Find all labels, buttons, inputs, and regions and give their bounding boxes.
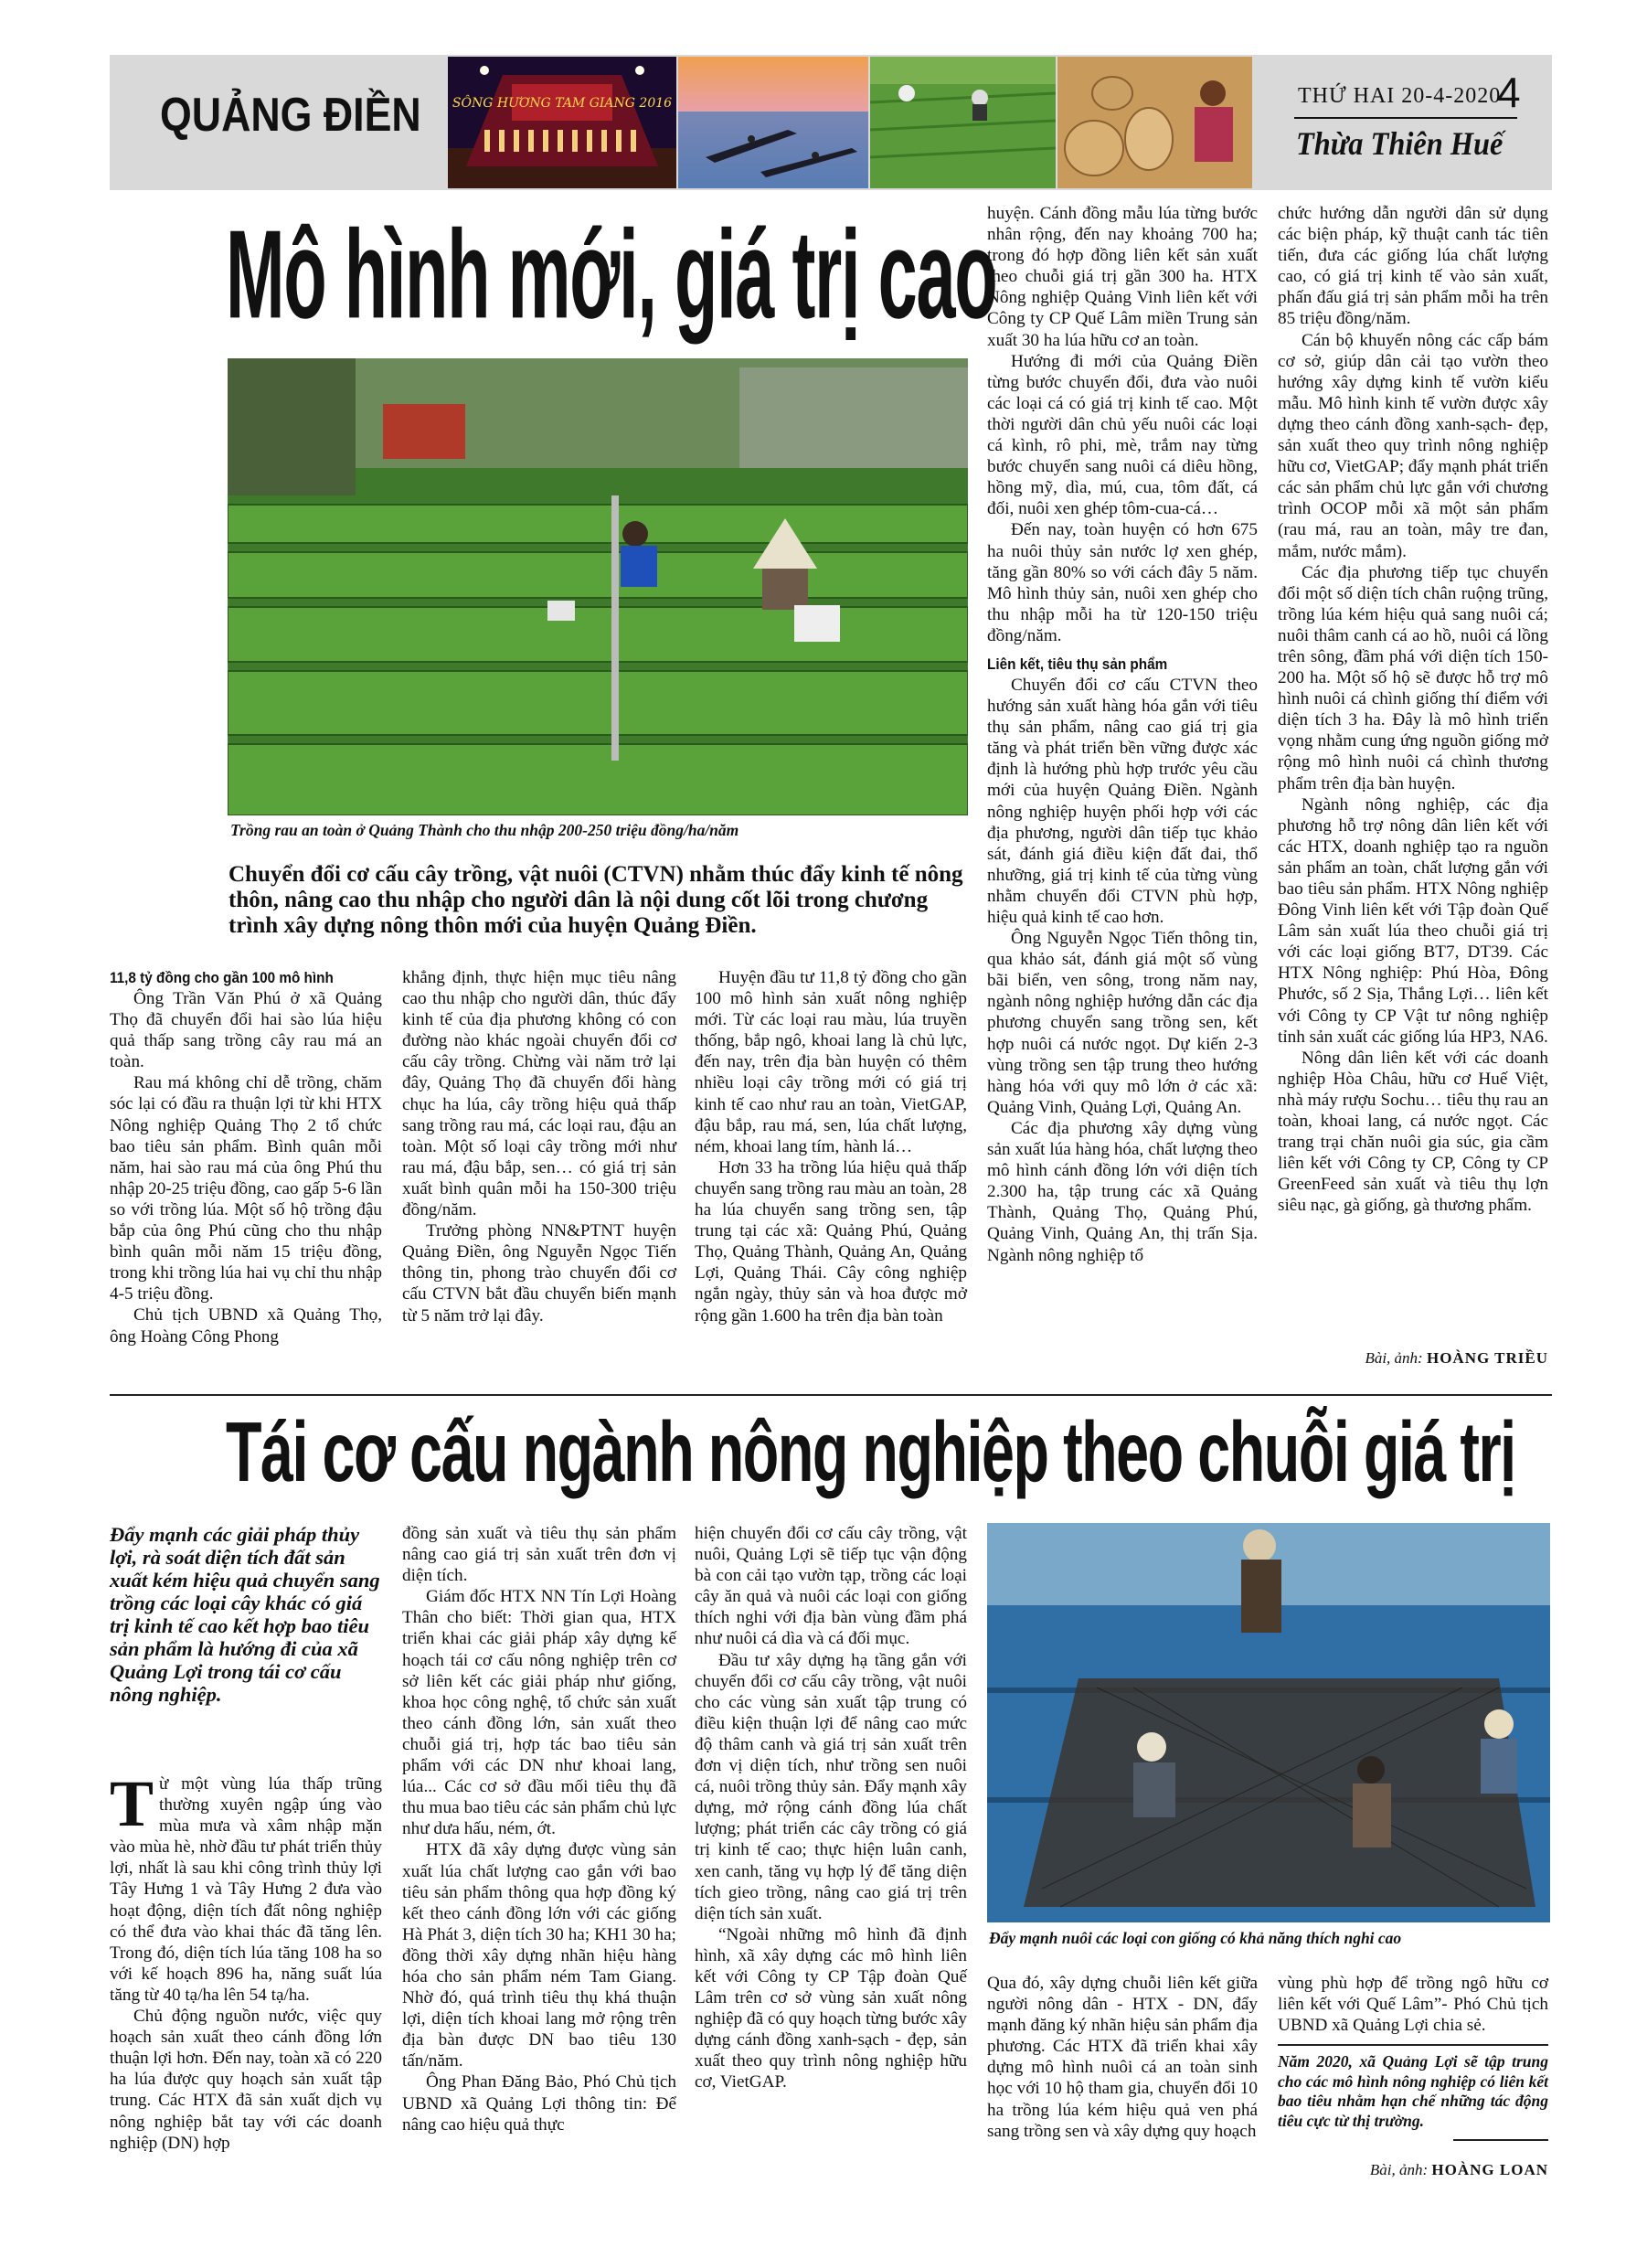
article1-column-1 <box>110 967 382 1347</box>
article1-lead: Chuyển đổi cơ cấu cây trồng, vật nuôi (CTVN) nhằm thúc đẩy kinh tế nông thôn, nâng cao thu nhập cho người dân là nội dung cốt lõi trong chương trình xây dựng nông thôn mới của huyện Quảng Điền. <box>228 862 963 938</box>
article2-column-5 <box>1278 1973 1548 2036</box>
article2-photo-caption: Đẩy mạnh nuôi các loại con giống có khả năng thích nghi cao <box>989 1929 1402 1947</box>
article2-paragraph: hiện chuyển đổi cơ cấu cây trồng, vật nuôi, Quảng Lợi sẽ tiếp tục vận động bà con cải tạo vườn tạp, trồng các loại cây ăn quả và nuôi các loại con giống thích nghi với địa bàn vùng đầm phá như nuôi cá dìa và cá đối mục. <box>695 1524 967 1649</box>
article2-column-4 <box>987 1973 1258 2142</box>
article1-paragraph: Ông Nguyễn Ngọc Tiến thông tin, qua khảo sát, đánh giá một số vùng bãi biển, ven sông, trong năm nay, ngành nông nghiệp hướng dẫn các địa phương chuyển sang trồng sen, kết hợp nuôi cá nước ngọt. Dự kiến 2-3 vùng trồng sen tập trung theo hướng hàng hóa với quy mô lớn ở các xã: Quảng Vinh, Quảng Lợi, Quảng An. <box>987 929 1258 1117</box>
article2-paragraph: “Ngoài những mô hình đã định hình, xã xây dựng các mô hình liên kết với Công ty CP Tập đoàn Quế Lâm trên cơ sở vùng sản xuất nông nghiệp đã có quy hoạch từng bước xây dựng cánh đồng xanh-sạch - đẹp, sản xuất theo quy trình nông nghiệp hữu cơ, VietGAP. <box>695 1924 967 2092</box>
article2-column-3 <box>695 1523 967 2093</box>
article1-column-2 <box>402 967 676 1326</box>
article1-paragraph: Các địa phương tiếp tục chuyển đổi một số diện tích chân ruộng trũng, trồng lúa kém hiệu quả sang nuôi cá; nuôi thâm canh cá ao hồ, nuôi cá lồng trên sông, đầm phá với diện tích 150-200 ha. Một số hộ sẽ được hỗ trợ mô hình nuôi cá chình giống thí điểm với diện tích 3 ha. Đây là mô hình triển vọng nhằm cung ứng nguồn giống mở rộng mô hình nuôi cá chình thương phẩm trên địa bàn huyện. <box>1278 562 1548 793</box>
byline-prefix: Bài, ảnh: <box>1369 2161 1429 2178</box>
article2-highlight-box: Năm 2020, xã Quảng Lợi sẽ tập trung cho các mô hình nông nghiệp có liên kết bao tiêu nhằm hạn chế những tác động tiêu cực từ thị trường. <box>1278 2052 1548 2130</box>
article1-paragraph: Chủ tịch UBND xã Quảng Thọ, ông Hoàng Công Phong <box>110 1305 382 1347</box>
article1-subhead-2: Liên kết, tiêu thụ sản phẩm <box>987 655 1168 673</box>
article1-paragraph: Đến nay, toàn huyện có hơn 675 ha nuôi thủy sản nước lợ xen ghép, tăng gần 80% so với cách đây 5 năm. Mô hình thủy sản, nuôi xen ghép cho thu nhập mỗi ha từ 120-150 triệu đồng/năm. <box>987 520 1258 645</box>
article2-byline <box>1278 2161 1548 2179</box>
article2-paragraph: ừ một vùng lúa thấp trũng thường xuyên ngập úng vào mùa mưa và xâm nhập mặn vào mùa hè, nhờ đầu tư phát triển thủy lợi, nhất là sau khi công trình thủy lợi Tây Hưng 1 và Tây Hưng 2 đưa vào hoạt động, diện tích đất nông nghiệp có thể đưa vào khai thác đã tăng lên. Trong đó, diện tích lúa tăng 108 ha so với kế hoạch 896 ha, năng suất lúa tăng từ 40 tạ/ha lên 54 tạ/ha. <box>110 1774 382 2005</box>
byline-prefix: Bài, ảnh: <box>1365 1349 1423 1367</box>
byline-author: HOÀNG TRIỀU <box>1426 1349 1548 1367</box>
article2-lead: Đẩy mạnh các giải pháp thủy lợi, rà soát diện tích đất sản xuất kém hiệu quả chuyển sang trồng các loại cây khác có giá trị kinh tế cao kết hợp bao tiêu sản phẩm là hướng đi của xã Quảng Lợi trong tái cơ cấu nông nghiệp. <box>110 1523 380 1706</box>
article1-paragraph: khẳng định, thực hiện mục tiêu nâng cao thu nhập cho người dân, thúc đẩy kinh tế của địa phương không có con đường nào khác ngoài chuyển đổi cơ cấu cây trồng. Chừng vài năm trở lại đây, Quảng Thọ đã chuyển đổi hàng chục ha lúa, cây trồng hiệu quả thấp sang trồng rau má, các loại rau, đậu an toàn. Một số loại cây trồng mới như rau má, đậu bắp, sen… có giá trị sản xuất bình quân mỗi ha 150-300 triệu đồng/năm. <box>402 968 676 1220</box>
newspaper-name: Thừa Thiên Huế <box>1296 125 1504 162</box>
article1-headline: Mô hình mới, giá trị cao <box>226 205 997 346</box>
article1-paragraph: Trưởng phòng NN&PTNT huyện Quảng Điền, ông Nguyễn Ngọc Tiến thông tin, phong trào chuyển đổi cơ cấu CTVN bắt đầu chuyển biến mạnh từ 5 năm trở lại đây. <box>402 1221 676 1326</box>
article2-paragraph: Ông Phan Đăng Bảo, Phó Chủ tịch UBND xã Quảng Lợi thông tin: Để nâng cao hiệu quả thực <box>402 2072 676 2135</box>
article-divider <box>110 1394 1552 1396</box>
stage-sign-text: SÔNG HƯƠNG TAM GIANG 2016 <box>452 96 673 111</box>
article1-paragraph: Nông dân liên kết với các doanh nghiệp Hòa Châu, hữu cơ Huế Việt, nhà máy rượu Sochu… tiêu thụ rau an toàn, khoai lang, cá nước ngọt. Các trang trại chăn nuôi gia súc, gia cầm liên kết với Công ty CP, Công ty CP GreenFeed sản xuất và tiêu thụ lợn siêu nạc, gà giống, gà thương phẩm. <box>1278 1048 1548 1216</box>
article1-column-4 <box>987 203 1258 1266</box>
article1-paragraph: Các địa phương xây dựng vùng sản xuất lúa hàng hóa, chất lượng theo mô hình cánh đồng lớn với diện tích 2.300 ha, tập trung các xã Quảng Thành, Quảng Thọ, Quảng Phú, Quảng Vinh, Quảng An, thị trấn Sịa. Ngành nông nghiệp tổ <box>987 1118 1258 1265</box>
article1-paragraph: Cán bộ khuyến nông các cấp bám cơ sở, giúp dân cải tạo vườn theo hướng xây dựng kinh tế vườn kiểu mẫu. Mô hình kinh tế vườn được xây dựng theo cánh đồng xanh-sạch- đẹp, sản xuất theo quy trình nông nghiệp hữu cơ, VietGAP; đẩy mạnh phát triển các sản phẩm chủ lực gắn với chương trình OCOP mỗi xã một sản phẩm (rau má, rau an toàn, mây tre đan, mắm, nước mắm). <box>1278 330 1548 561</box>
article1-column-5 <box>1278 203 1548 1217</box>
box-divider-top <box>1278 2044 1548 2046</box>
article2-paragraph: HTX đã xây dựng được vùng sản xuất lúa chất lượng cao gắn với bao tiêu sản phẩm thông qua hợp đồng ký kết theo cánh đồng lớn với các giống Hà Phát 3, diện tích 30 ha; KH1 30 ha; đồng thời xây dựng nhãn hiệu hàng hóa cho sản phẩm ném Tam Giang. Nhờ đó, quá trình tiêu thụ khá thuận lợi, diện tích khoai lang mở rộng trên địa bàn được DN bao tiêu 130 tấn/năm. <box>402 1840 676 2071</box>
article2-column-1 <box>110 1767 382 2154</box>
article1-paragraph: Ông Trần Văn Phú ở xã Quảng Thọ đã chuyển đổi hai sào lúa hiệu quả thấp sang trồng cây rau má an toàn. <box>110 989 382 1072</box>
banner-photo-lagoon <box>678 57 868 188</box>
header-divider <box>1294 117 1517 119</box>
drop-cap: T <box>110 1767 154 1840</box>
box-divider-bottom <box>1453 2139 1548 2141</box>
article2-paragraph: Đầu tư xây dựng hạ tầng gắn với chuyển đổi cơ cấu cây trồng, vật nuôi cho các vùng sản xuất tập trung có điều kiện thuận lợi để nâng cao mức độ thâm canh và giá trị sản xuất trên đơn vị diện tích, như trồng sen nuôi cá, nuôi trồng thủy sản. Đẩy mạnh xây dựng, mở rộng cánh đồng lúa chất lượng; phát triển các cây trồng có giá trị kinh tế cao; thực hiện luân canh, xen canh, tăng vụ hợp lý để tăng diện tích gieo trồng, nâng cao giá trị trên diện tích sản xuất. <box>695 1650 967 1923</box>
article2-paragraph: đồng sản xuất và tiêu thụ sản phẩm nâng cao giá trị sản xuất trên đơn vị diện tích. <box>402 1524 676 1586</box>
article2-paragraph: vùng phù hợp để trồng ngô hữu cơ liên kết với Quế Lâm”- Phó Chủ tịch UBND xã Quảng Lợi chia sẻ. <box>1278 1974 1548 2036</box>
article2-photo <box>987 1523 1550 1922</box>
article1-byline <box>1278 1349 1548 1368</box>
article2-paragraph: Chủ động nguồn nước, việc quy hoạch sản xuất theo cánh đồng lớn thuận lợi hơn. Đến nay, toàn xã có 220 ha lúa được quy hoạch sản xuất tập trung. Các HTX đã sản xuất dịch vụ nông nghiệp bắt tay với các doanh nghiệp (DN) hợp <box>110 2007 382 2153</box>
banner-photo-festival <box>448 57 676 188</box>
article1-paragraph: huyện. Cánh đồng mẫu lúa từng bước nhân rộng, đến nay khoảng 700 ha; trong đó hợp đồng liên kết sản xuất theo chuỗi giá trị gần 300 ha. HTX Nông nghiệp Quảng Vinh liên kết với Công ty CP Quế Lâm miền Trung sản xuất 30 ha lúa hữu cơ an toàn. <box>987 204 1258 350</box>
article1-paragraph: Ngành nông nghiệp, các địa phương hỗ trợ nông dân liên kết với các HTX, doanh nghiệp tạo ra nguồn sản phẩm an toàn, chất lượng gắn với bao tiêu sản phẩm. HTX Nông nghiệp Đông Vinh liên kết với Tập đoàn Quế Lâm sản xuất lúa theo chuỗi giá trị với các loại giống BT7, DT39. Các HTX Nông nghiệp: Phú Hòa, Đông Phước, số 2 Sịa, Thắng Lợi… liên kết với Công ty CP Vật tư nông nghiệp tỉnh sản xuất các giống lúa HP3, NA6. <box>1278 794 1548 1047</box>
article1-paragraph: Chuyển đổi cơ cấu CTVN theo hướng sản xuất hàng hóa gắn với tiêu thụ sản phẩm, nâng cao giá trị gia tăng và phát triển bền vững được xác định là hướng phù hợp trước yêu cầu mới của huyện Quảng Điền. Ngành nông nghiệp huyện phối hợp với các địa phương, người dân tiếp tục khảo sát, đánh giá điều kiện đất đai, thổ nhưỡng, giá trị kinh tế của từng vùng nhằm chuyển đổi CTVN phù hợp, hiệu quả kinh tế cao hơn. <box>987 675 1258 927</box>
section-name: QUẢNG ĐIỀN <box>160 89 421 142</box>
page-number: 4 <box>1497 69 1521 116</box>
article1-column-3 <box>695 967 967 1326</box>
article1-paragraph: Rau má không chỉ dễ trồng, chăm sóc lại có đầu ra thuận lợi từ khi HTX Nông nghiệp Quảng Thọ 2 tổ chức bao tiêu sản phẩm. Bình quân mỗi năm, hai sào rau má của ông Phú thu nhập 20-25 triệu đồng, cao gấp 5-6 lần so với trồng lúa. Một số hộ trồng đậu bắp của ông Phú cũng cho thu nhập bình quân mỗi năm 15 triệu đồng, trong khi trồng lúa hai vụ chỉ thu nhập 4-5 triệu đồng. <box>110 1073 382 1304</box>
article1-photo <box>228 358 968 815</box>
article1-paragraph: Huyện đầu tư 11,8 tỷ đồng cho gần 100 mô hình sản xuất nông nghiệp mới. Từ các loại rau màu, lúa truyền thống, bắp ngô, khoai lang là chủ lực, đến nay, trên địa bàn huyện có thêm nhiều loại cây trồng mới có giá trị kinh tế cao như rau an toàn, VietGAP, đậu bắp, rau má, sen, lúa chất lượng, ném, khoai lang tím, hành lá… <box>695 968 967 1156</box>
article1-subhead-1: 11,8 tỷ đồng cho gần 100 mô hình <box>110 969 334 986</box>
byline-author: HOÀNG LOAN <box>1431 2161 1548 2178</box>
issue-date: THỨ HAI 20-4-2020 <box>1298 84 1502 108</box>
banner-photo-field <box>870 57 1056 188</box>
banner-photo-handicraft <box>1057 57 1252 188</box>
article2-headline: Tái cơ cấu ngành nông nghiệp theo chuỗi giá trị <box>226 1404 1515 1499</box>
article2-paragraph: Giám đốc HTX NN Tín Lợi Hoàng Thân cho biết: Thời gian qua, HTX triển khai các giải pháp xây dựng kế hoạch tái cơ cấu nông nghiệp trên cơ sở liên kết các giải pháp như giống, khoa học công nghệ, tổ chức sản xuất theo cánh đồng lớn, sản xuất theo chuỗi giá trị, hợp tác bao tiêu sản phẩm với các DN như khoai lang, lúa... Các cơ sở đầu mối tiêu thụ đã thu mua bao tiêu các sản phẩm chủ lực như dưa hấu, ném, ớt. <box>402 1587 676 1839</box>
article1-paragraph: Hơn 33 ha trồng lúa hiệu quả thấp chuyển sang trồng rau màu an toàn, 28 ha lúa chuyển sang trồng sen, tập trung tại các xã: Quảng Phú, Quảng Thọ, Quảng Thành, Quảng An, Quảng Lợi, Quảng Thái. Cây công nghiệp ngắn ngày, thủy sản và hoa được mở rộng gần 1.600 ha trên địa bàn toàn <box>695 1157 967 1326</box>
article2-column-2 <box>402 1523 676 2135</box>
article1-paragraph: Hướng đi mới của Quảng Điền từng bước chuyển đổi, đưa vào nuôi các loại cá có giá trị kinh tế cao. Một thời người dân chủ yếu nuôi các loại cá kình, rô phi, mè, trắm nay từng bước chuyển sang nuôi cá diêu hồng, hồng mỹ, dìa, mú, cua, tôm đất, cá đối, nuôi xen ghép tôm-cua-cá… <box>987 351 1258 519</box>
article1-photo-caption: Trồng rau an toàn ở Quảng Thành cho thu nhập 200-250 triệu đồng/ha/năm <box>230 821 739 839</box>
article2-paragraph: Qua đó, xây dựng chuỗi liên kết giữa người nông dân - HTX - DN, đẩy mạnh đăng ký nhãn hiệu sản phẩm địa phương. Các HTX đã triển khai xây dựng mô hình nuôi cá an toàn sinh học với 10 hộ tham gia, chuyển đổi 10 ha trồng lúa kém hiệu quả ven phá sang trồng sen và xây dựng quy hoạch <box>987 1974 1258 2141</box>
article1-paragraph: chức hướng dẫn người dân sử dụng các biện pháp, kỹ thuật canh tác tiên tiến, đưa các giống lúa chất lượng cao, có giá trị kinh tế vào sản xuất, phấn đấu giá trị sản phẩm mỗi ha trên 85 triệu đồng/năm. <box>1278 204 1548 329</box>
